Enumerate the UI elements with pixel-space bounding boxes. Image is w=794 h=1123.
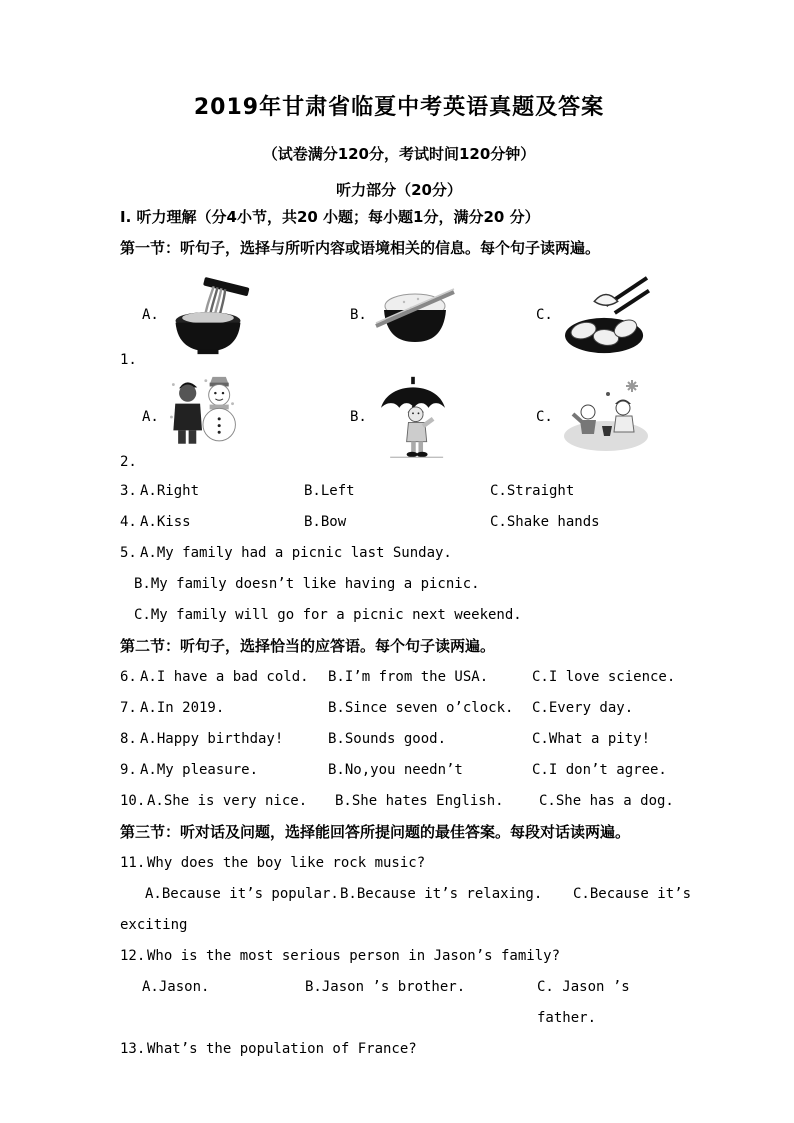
option-b: B.She hates English. (335, 793, 504, 809)
question-3 (120, 476, 694, 507)
option-b: B.I’m from the USA. (328, 669, 489, 685)
question-8 (120, 724, 694, 755)
question-text: What’s the population of France? (147, 1041, 417, 1057)
option-c: C.She has a dog. (539, 793, 674, 809)
option-a: A.Kiss (140, 514, 191, 530)
option-label: C. (536, 307, 553, 323)
listening-part-heading: 听力部分（20分） (336, 181, 462, 199)
option-b: B.No,you needn’t (328, 762, 463, 778)
question-number: 13. (120, 1041, 146, 1057)
question-10 (120, 786, 694, 817)
question-number: 7. (120, 700, 137, 716)
option-c: C.Shake hands (490, 514, 600, 530)
question-11-option-c-continuation: exciting (120, 917, 188, 933)
section-i-overview: I. 听力理解（分4小节，共20 小题；每小题1分，满分20 分） (120, 208, 540, 226)
question-number: 10. (120, 793, 146, 809)
question-13 (120, 1034, 694, 1065)
question-1-number: 1. (120, 352, 137, 368)
q2-option-c (536, 378, 652, 456)
option-label: A. (142, 409, 159, 425)
part2-instruction: 第二节：听句子，选择恰当的应答语。每个句子读两遍。 (120, 637, 496, 655)
option-b: B.Jason ’s brother. (305, 979, 466, 995)
question-9 (120, 755, 694, 786)
option-c: C.I love science. (532, 669, 676, 685)
part1-instruction: 第一节：听句子，选择与所听内容或语境相关的信息。每个句子读两遍。 (120, 239, 601, 257)
question-2-number: 2. (120, 454, 137, 470)
option-c: C.Every day. (532, 700, 634, 716)
q1-option-b (350, 284, 456, 346)
question-7 (120, 693, 694, 724)
question-12-options (120, 972, 694, 1034)
boy-with-umbrella-image (374, 375, 452, 459)
option-label: C. (536, 409, 553, 425)
question-12 (120, 941, 694, 972)
q2-option-a (142, 375, 238, 459)
question-text: Why does the boy like rock music? (147, 855, 426, 871)
question-number: 9. (120, 762, 137, 778)
option-b: B.Sounds good. (328, 731, 447, 747)
question-text: Who is the most serious person in Jason’s family? (147, 948, 561, 964)
option-a: A.Jason. (142, 979, 210, 995)
option-c: C.Straight (490, 483, 575, 499)
question-number: 3. (120, 483, 137, 499)
question-5-option-b: B.My family doesn’t like having a picnic. (134, 576, 480, 592)
option-label: B. (350, 307, 367, 323)
option-c: C.I don’t agree. (532, 762, 667, 778)
option-label: B. (350, 409, 367, 425)
option-c: C.Because it’s (573, 886, 692, 902)
question-number: 12. (120, 948, 146, 964)
page-title: 2019年甘肃省临夏中考英语真题及答案 (193, 95, 605, 120)
question-2-picture-row (120, 374, 694, 470)
question-number: 8. (120, 731, 137, 747)
option-a: A.I have a bad cold. (140, 669, 309, 685)
option-c: C. Jason ’s father. (537, 979, 630, 1026)
option-a: A.Because it’s popular. (145, 886, 339, 902)
question-11 (120, 848, 694, 879)
children-playing-outdoors-image (560, 378, 652, 456)
q1-option-a (142, 274, 250, 356)
option-b: B.Left (304, 483, 355, 499)
q2-option-b (350, 375, 452, 459)
child-with-snowman-image (166, 375, 238, 459)
part3-instruction: 第三节：听对话及问题，选择能回答所提问题的最佳答案。每段对话读两遍。 (120, 823, 631, 841)
option-a: A.Happy birthday! (140, 731, 284, 747)
question-11-options (120, 879, 694, 910)
question-6 (120, 662, 694, 693)
exam-score-subtitle: （试卷满分120分，考试时间120分钟） (262, 145, 536, 163)
question-number: 5. (120, 545, 137, 561)
option-label: A. (142, 307, 159, 323)
question-number: 11. (120, 855, 146, 871)
option-a: A.In 2019. (140, 700, 225, 716)
dumplings-with-chopsticks-image (560, 274, 652, 356)
q1-option-c (536, 274, 652, 356)
option-b: B.Since seven o’clock. (328, 700, 514, 716)
noodles-in-bowl-image (166, 274, 250, 356)
question-number: 6. (120, 669, 137, 685)
option-a: A.My family had a picnic last Sunday. (140, 545, 452, 561)
option-a: A.My pleasure. (140, 762, 259, 778)
option-a: A.Right (140, 483, 200, 499)
question-1-picture-row (120, 272, 694, 368)
option-b: B.Because it’s relaxing. (340, 886, 543, 902)
question-5 (120, 538, 694, 569)
question-4 (120, 507, 694, 538)
question-number: 4. (120, 514, 137, 530)
option-b: B.Bow (304, 514, 347, 530)
option-a: A.She is very nice. (147, 793, 308, 809)
question-5-option-c: C.My family will go for a picnic next weekend. (134, 607, 522, 623)
rice-bowl-with-chopsticks-image (374, 284, 456, 346)
option-c: C.What a pity! (532, 731, 651, 747)
